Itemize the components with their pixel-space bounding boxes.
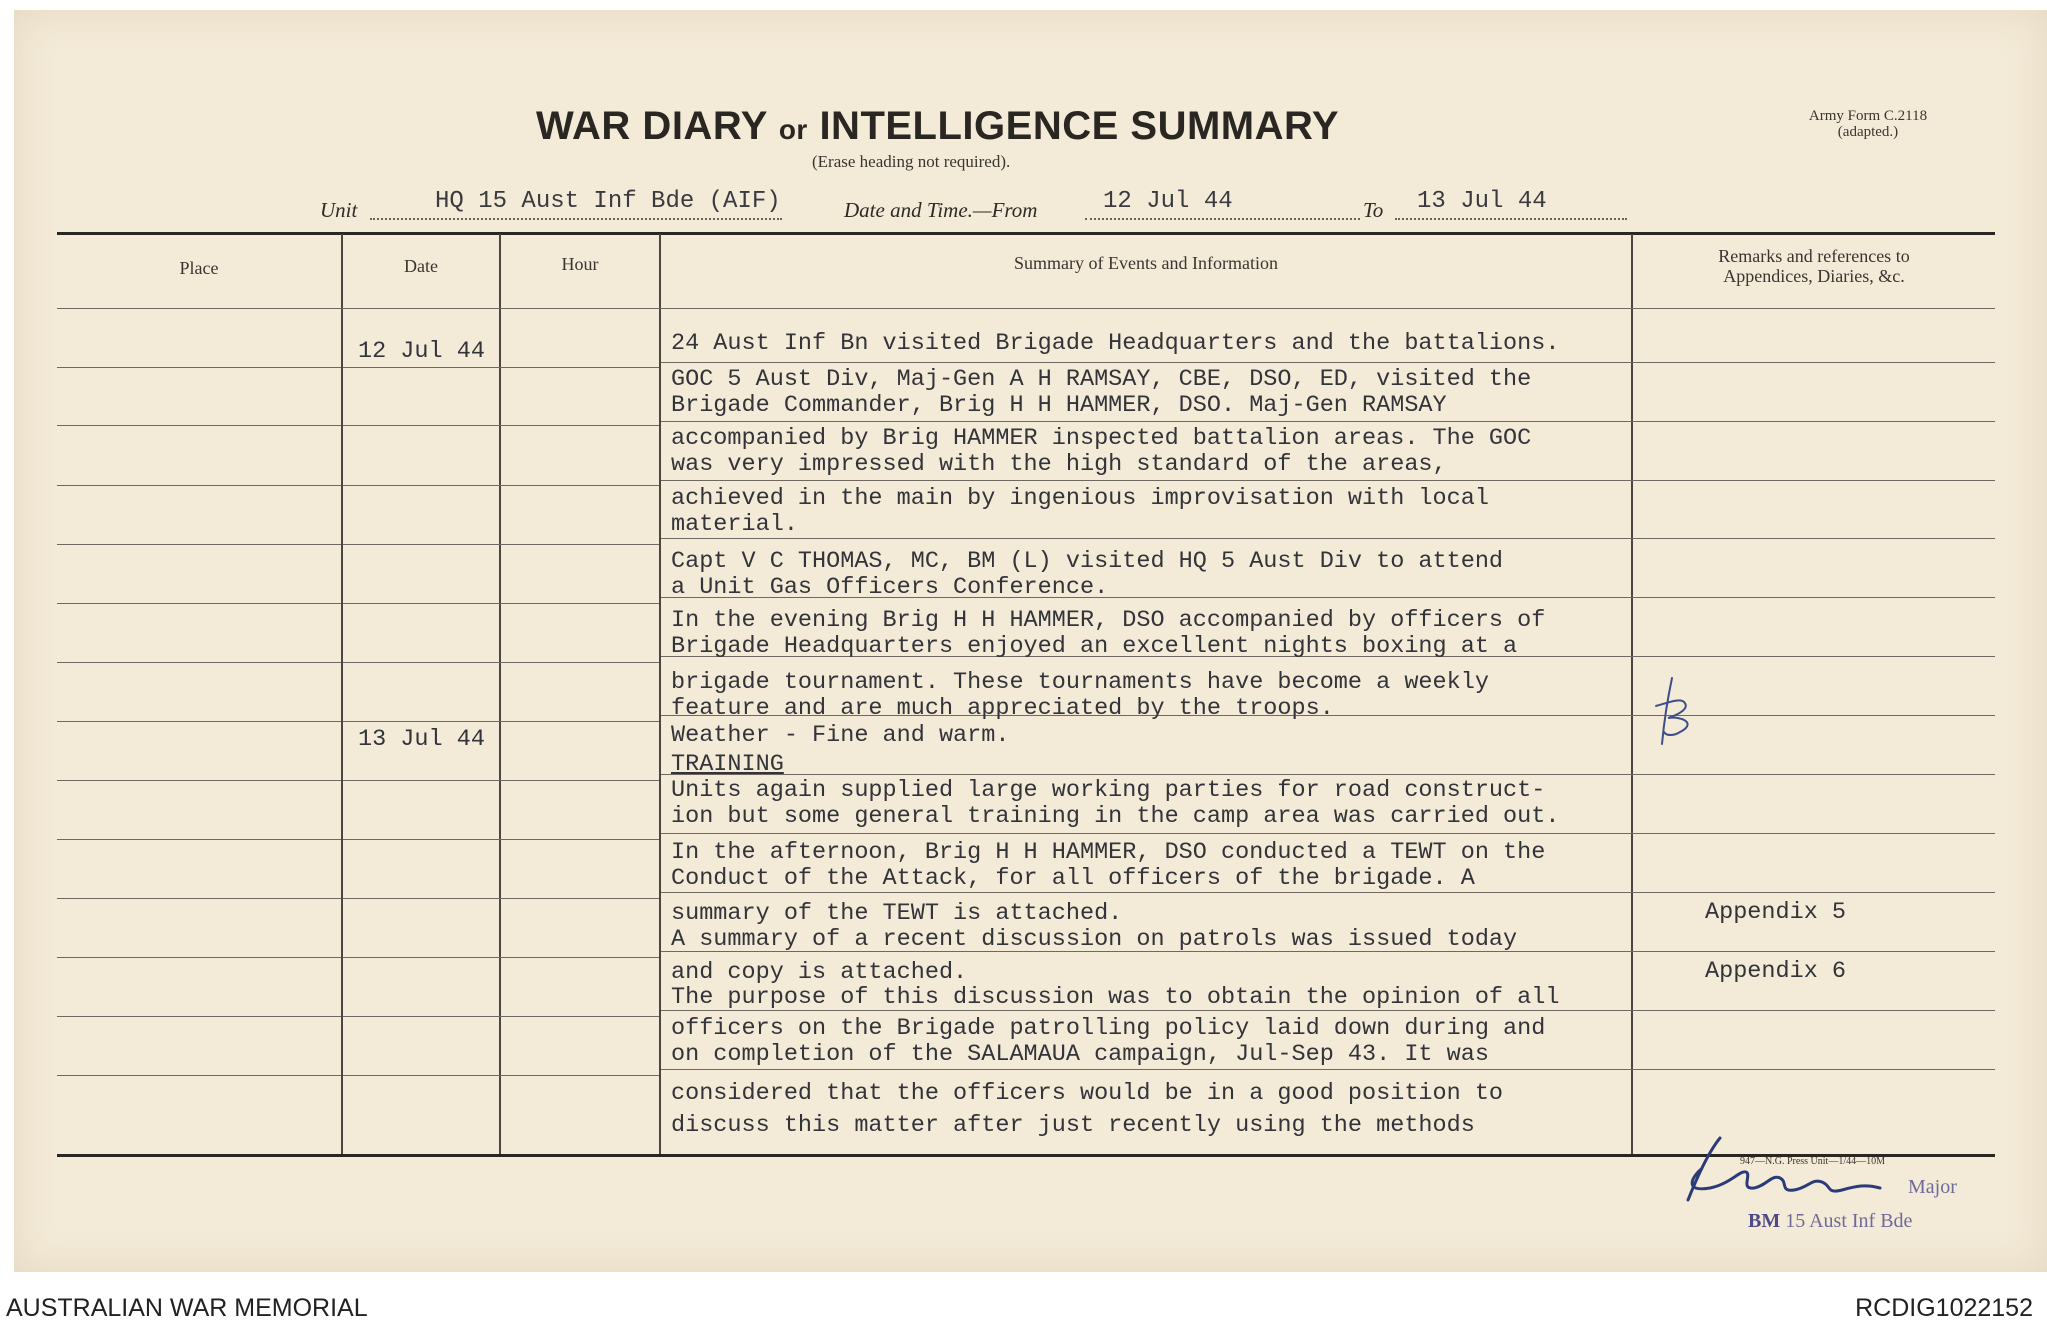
summary-rule bbox=[661, 1069, 1995, 1070]
archive-footer bbox=[0, 1272, 2047, 1330]
summary-line: accompanied by Brig HAMMER inspected battalion areas. The GOC bbox=[671, 425, 1532, 452]
footer-record-id: RCDIG1022152 bbox=[1855, 1294, 2033, 1322]
summary-line: In the afternoon, Brig H H HAMMER, DSO conducted a TEWT on the bbox=[671, 839, 1546, 866]
column-header-hour: Hour bbox=[561, 254, 599, 274]
summary-line: achieved in the main by ingenious improvisation with local bbox=[671, 485, 1489, 512]
summary-line: Units again supplied large working parties for road construct- bbox=[671, 777, 1546, 804]
summary-line: Brigade Headquarters enjoyed an excellent nights boxing at a bbox=[671, 633, 1518, 660]
stamp-unit: 15 Aust Inf Bde bbox=[1785, 1210, 1913, 1232]
summary-rule bbox=[661, 362, 1995, 363]
column-header-place: Place bbox=[179, 258, 219, 278]
signature-icon bbox=[1680, 1130, 1890, 1210]
place-rule bbox=[57, 898, 341, 899]
summary-rule bbox=[661, 480, 1995, 481]
place-rule bbox=[57, 780, 341, 781]
summary-line: 24 Aust Inf Bn visited Brigade Headquarters and the battalions. bbox=[671, 330, 1560, 357]
place-rule bbox=[57, 839, 341, 840]
column-header-summary: Summary of Events and Information bbox=[1014, 253, 1278, 273]
stamp bbox=[1748, 1210, 1912, 1233]
date-hour-rule bbox=[343, 1075, 659, 1076]
title-war-diary: WAR DIARY bbox=[536, 104, 768, 148]
printer-note: 947—N.G. Press Unit—1/44—10M bbox=[1740, 1156, 1886, 1167]
summary-rule bbox=[661, 833, 1995, 834]
date-hour-rule bbox=[343, 957, 659, 958]
date-hour-rule bbox=[343, 1016, 659, 1017]
document-title bbox=[536, 104, 1339, 149]
unit-label: Unit bbox=[320, 198, 358, 222]
remarks-header-line1: Remarks and references to bbox=[1718, 246, 1910, 266]
date-hour-rule bbox=[343, 839, 659, 840]
entry-date: 13 Jul 44 bbox=[358, 726, 485, 753]
unit-dotted-line bbox=[370, 218, 782, 220]
footer-institution: AUSTRALIAN WAR MEMORIAL bbox=[6, 1294, 368, 1322]
date-to-value: 13 Jul 44 bbox=[1417, 188, 1547, 215]
date-hour-rule bbox=[343, 780, 659, 781]
appendix-6-ref: Appendix 6 bbox=[1705, 958, 1847, 985]
date-to-dotted-line bbox=[1395, 218, 1627, 220]
summary-line: feature and are much appreciated by the troops. bbox=[671, 695, 1334, 722]
summary-line: Conduct of the Attack, for all officers of the brigade. A bbox=[671, 865, 1475, 892]
summary-rule bbox=[661, 538, 1995, 539]
column-header-remarks bbox=[1633, 246, 1995, 286]
date-hour-rule bbox=[343, 603, 659, 604]
training-heading: TRAINING bbox=[671, 751, 784, 778]
summary-rule bbox=[661, 421, 1995, 422]
summary-line: Brigade Commander, Brig H H HAMMER, DSO. Maj-Gen RAMSAY bbox=[671, 392, 1447, 419]
stamp-rank: Major bbox=[1908, 1176, 1957, 1198]
place-rule bbox=[57, 957, 341, 958]
stamp-bm: BM bbox=[1748, 1210, 1781, 1232]
place-rule bbox=[57, 1075, 341, 1076]
place-rule bbox=[57, 425, 341, 426]
table-top-rule bbox=[57, 232, 1995, 235]
summary-line: was very impressed with the high standard of the areas, bbox=[671, 451, 1447, 478]
date-hour-rule bbox=[343, 367, 659, 368]
date-to-label: To bbox=[1363, 198, 1384, 222]
summary-rule bbox=[661, 774, 1995, 775]
column-header-date: Date bbox=[404, 256, 438, 276]
handwritten-initials-mark bbox=[1650, 672, 1700, 752]
column-divider-hour bbox=[659, 234, 661, 1154]
army-form-ref bbox=[1778, 108, 1958, 140]
summary-rule bbox=[661, 892, 1995, 893]
place-rule bbox=[57, 603, 341, 604]
summary-line: material. bbox=[671, 511, 798, 538]
remarks-header-line2: Appendices, Diaries, &c. bbox=[1723, 266, 1905, 286]
place-rule bbox=[57, 662, 341, 663]
date-hour-rule bbox=[343, 898, 659, 899]
date-hour-rule bbox=[343, 485, 659, 486]
summary-line: discuss this matter after just recently using the methods bbox=[671, 1112, 1475, 1139]
place-rule bbox=[57, 1016, 341, 1017]
summary-line: A summary of a recent discussion on patrols was issued today bbox=[671, 926, 1518, 953]
date-hour-rule bbox=[343, 425, 659, 426]
summary-line: a Unit Gas Officers Conference. bbox=[671, 574, 1109, 601]
appendix-5-ref: Appendix 5 bbox=[1705, 899, 1847, 926]
summary-line: officers on the Brigade patrolling policy laid down during and bbox=[671, 1015, 1546, 1042]
date-hour-rule bbox=[343, 544, 659, 545]
summary-line: The purpose of this discussion was to obtain the opinion of all bbox=[671, 984, 1560, 1011]
summary-line: on completion of the SALAMAUA campaign, Jul-Sep 43. It was bbox=[671, 1041, 1489, 1068]
place-rule bbox=[57, 367, 341, 368]
date-from-label: Date and Time.—From bbox=[844, 198, 1038, 222]
column-divider-summary bbox=[1631, 234, 1633, 1154]
unit-value: HQ 15 Aust Inf Bde (AIF) bbox=[435, 188, 781, 215]
summary-line: brigade tournament. These tournaments have become a weekly bbox=[671, 669, 1489, 696]
header-underline bbox=[57, 308, 1995, 309]
unit-date-line bbox=[0, 190, 2047, 224]
title-or: or bbox=[778, 114, 808, 145]
date-hour-rule bbox=[343, 662, 659, 663]
place-rule bbox=[57, 544, 341, 545]
summary-line: and copy is attached. bbox=[671, 959, 968, 986]
date-hour-rule bbox=[343, 721, 659, 722]
summary-line: In the evening Brig H H HAMMER, DSO accompanied by officers of bbox=[671, 607, 1546, 634]
subtitle: (Erase heading not required). bbox=[812, 152, 1011, 171]
entry-date: 12 Jul 44 bbox=[358, 338, 485, 365]
summary-line: ion but some general training in the camp area was carried out. bbox=[671, 803, 1560, 830]
summary-line: Capt V C THOMAS, MC, BM (L) visited HQ 5 Aust Div to attend bbox=[671, 548, 1504, 575]
summary-line: Weather - Fine and warm. bbox=[671, 722, 1010, 749]
date-from-dotted-line bbox=[1085, 218, 1360, 220]
place-rule bbox=[57, 485, 341, 486]
army-form-number: Army Form C.2118 bbox=[1808, 108, 1928, 124]
army-form-adapted: (adapted.) bbox=[1837, 124, 1899, 140]
place-rule bbox=[57, 721, 341, 722]
summary-line: considered that the officers would be in a good position to bbox=[671, 1080, 1504, 1107]
title-intelligence-summary: INTELLIGENCE SUMMARY bbox=[819, 104, 1340, 148]
date-from-value: 12 Jul 44 bbox=[1103, 188, 1233, 215]
summary-line: summary of the TEWT is attached. bbox=[671, 900, 1123, 927]
summary-line: GOC 5 Aust Div, Maj-Gen A H RAMSAY, CBE, DSO, ED, visited the bbox=[671, 366, 1532, 393]
